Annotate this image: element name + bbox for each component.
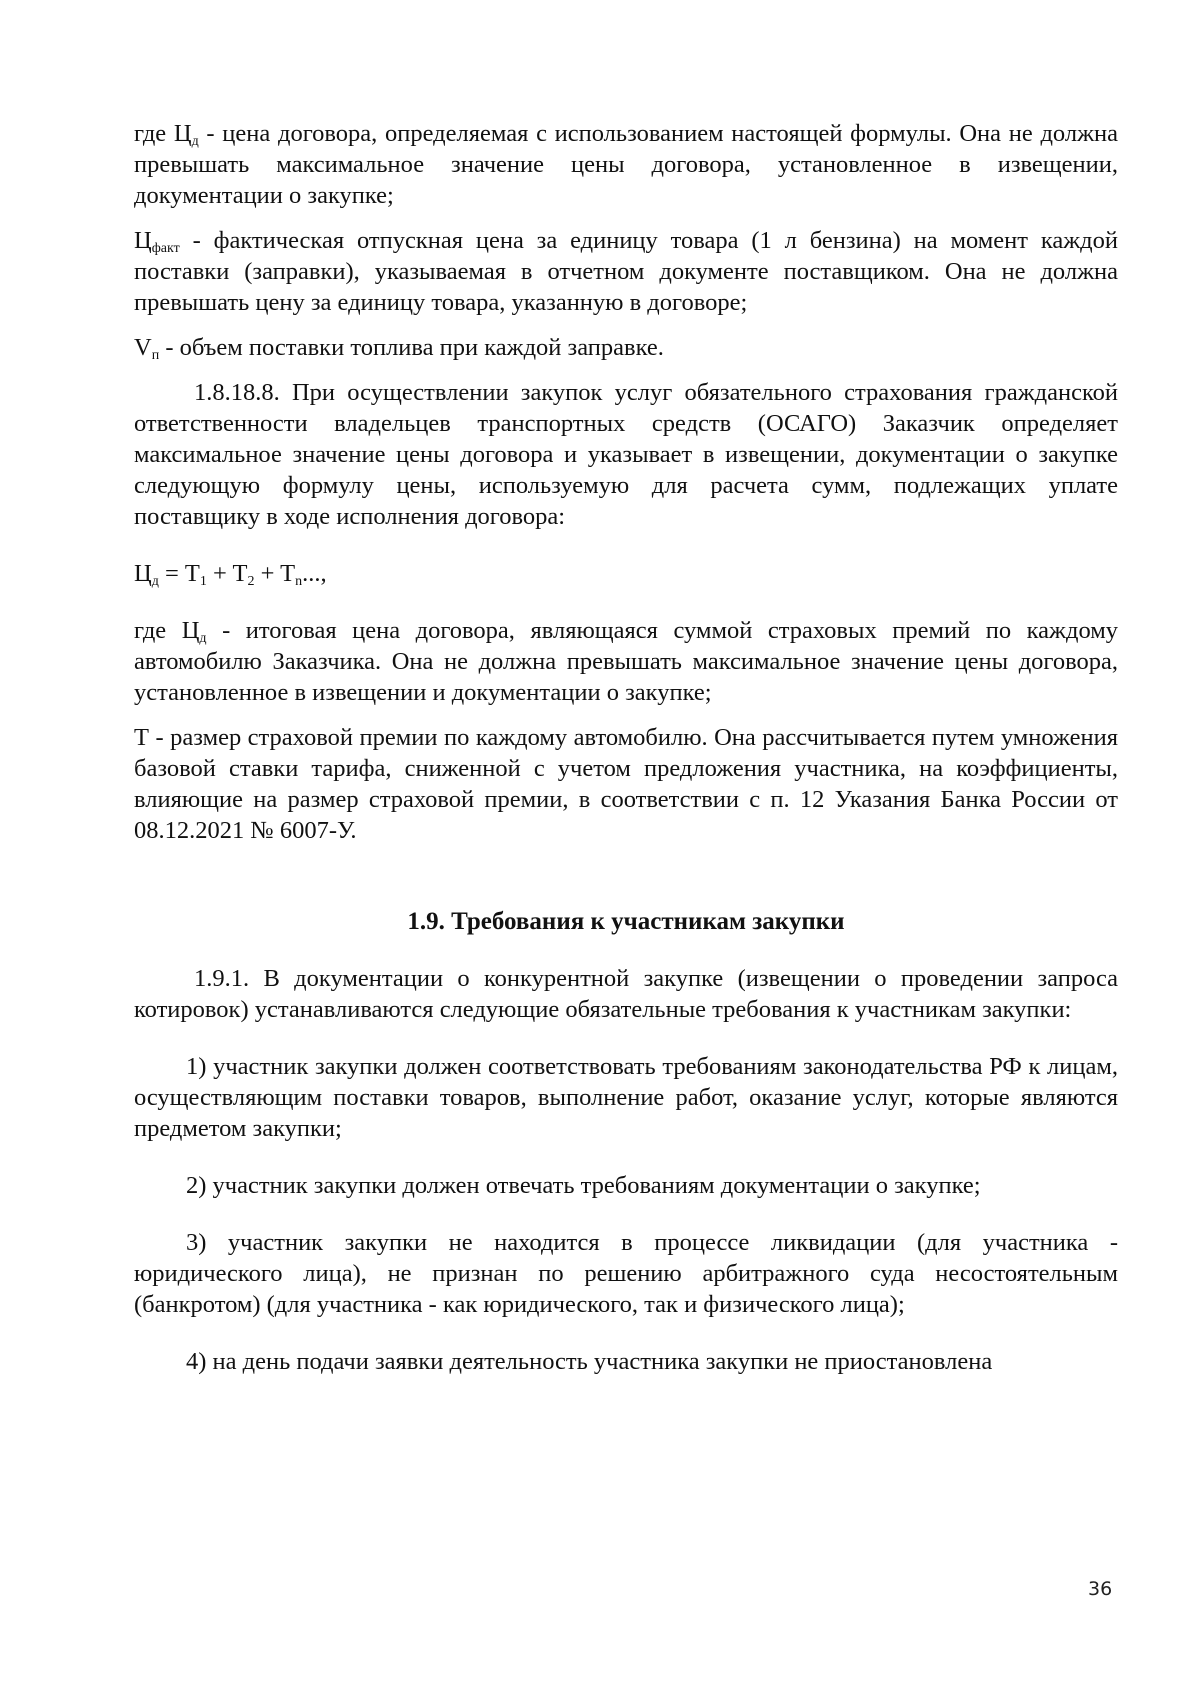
list-item-1: 1) участник закупки должен соответствовать требованиям законодательства РФ к лицам, осуществляющим поставки товаров, выполнение работ, оказание услуг, которые являются предметом закупки;	[134, 1053, 1118, 1142]
variable-subscript: факт	[151, 241, 180, 256]
paragraph-text: - фактическая отпускная цена за единицу товара (1 л бензина) на момент каждой поставки (заправки), указываемая в отчетном документе поставщиком. Она не должна превышать цену за единицу товара, указанную в договоре;	[134, 227, 1118, 316]
formula-lhs: Ц	[134, 560, 152, 587]
paragraph-text: - цена договора, определяемая с использованием настоящей формулы. Она не должна превышать максимальное значение цены договора, установленное в извещении, документации о закупке;	[134, 120, 1118, 209]
variable-symbol: V	[134, 334, 152, 361]
paragraph-total-price	[134, 615, 1118, 708]
formula-subscript: 1	[199, 574, 207, 589]
formula-term: + T	[206, 560, 248, 587]
paragraph-volume	[134, 332, 1118, 363]
paragraph-osago: 1.8.18.8. При осуществлении закупок услуг обязательного страхования гражданской ответственности владельцев транспортных средств (ОСАГО) Заказчик определяет максимальное значение цены договора и указывает в извещении, документации о закупке следующую формулу цены, используемую для расчета сумм, подлежащих уплате поставщику в ходе исполнения договора:	[134, 379, 1118, 530]
variable-symbol: Ц	[173, 120, 192, 147]
formula-term: = T	[158, 560, 200, 587]
list-item-2: 2) участник закупки должен отвечать требованиям документации о закупке;	[186, 1172, 981, 1199]
formula-total-price	[134, 558, 1118, 589]
section-heading: 1.9. Требования к участникам закупки	[407, 908, 845, 935]
list-item-4: 4) на день подачи заявки деятельность участника закупки не приостановлена	[186, 1348, 993, 1375]
formula-term: ...,	[302, 560, 327, 587]
formula-subscript: n	[295, 574, 303, 589]
formula-subscript: д	[151, 574, 159, 589]
formula-term: + T	[254, 560, 296, 587]
variable-symbol: Ц	[134, 227, 152, 254]
variable-subscript: д	[191, 134, 199, 149]
list-item-3: 3) участник закупки не находится в процессе ликвидации (для участника - юридического лица), не признан по решению арбитражного суда несостоятельным (банкротом) (для участника - как юридического, так и физического лица);	[134, 1229, 1118, 1318]
text-prefix: где	[134, 120, 174, 147]
paragraph-requirements-intro: 1.9.1. В документации о конкурентной закупке (извещении о проведении запроса котировок) устанавливаются следующие обязательные требования к участникам закупки:	[134, 965, 1118, 1023]
document-page	[134, 118, 1118, 1377]
paragraph-text: - объем поставки топлива при каждой заправке.	[159, 334, 664, 361]
variable-subscript: п	[151, 348, 160, 363]
variable-subscript: д	[199, 631, 207, 646]
page-number: 36	[1088, 1578, 1113, 1600]
paragraph-text: - итоговая цена договора, являющаяся суммой страховых премий по каждому автомобилю Заказчика. Она не должна превышать максимальное значение цены договора, установленное в извещении и документации о закупке;	[134, 617, 1118, 706]
paragraph-price-definition	[134, 118, 1118, 211]
paragraph-insurance-premium: Т - размер страховой премии по каждому автомобилю. Она рассчитывается путем умножения базовой ставки тарифа, сниженной с учетом предложения участника, на коэффициенты, влияющие на размер страховой премии, в соответствии с п. 12 Указания Банка России от 08.12.2021 № 6007-У.	[134, 724, 1118, 844]
formula-subscript: 2	[247, 574, 255, 589]
paragraph-actual-price	[134, 225, 1118, 318]
text-prefix: где Ц	[134, 617, 200, 644]
